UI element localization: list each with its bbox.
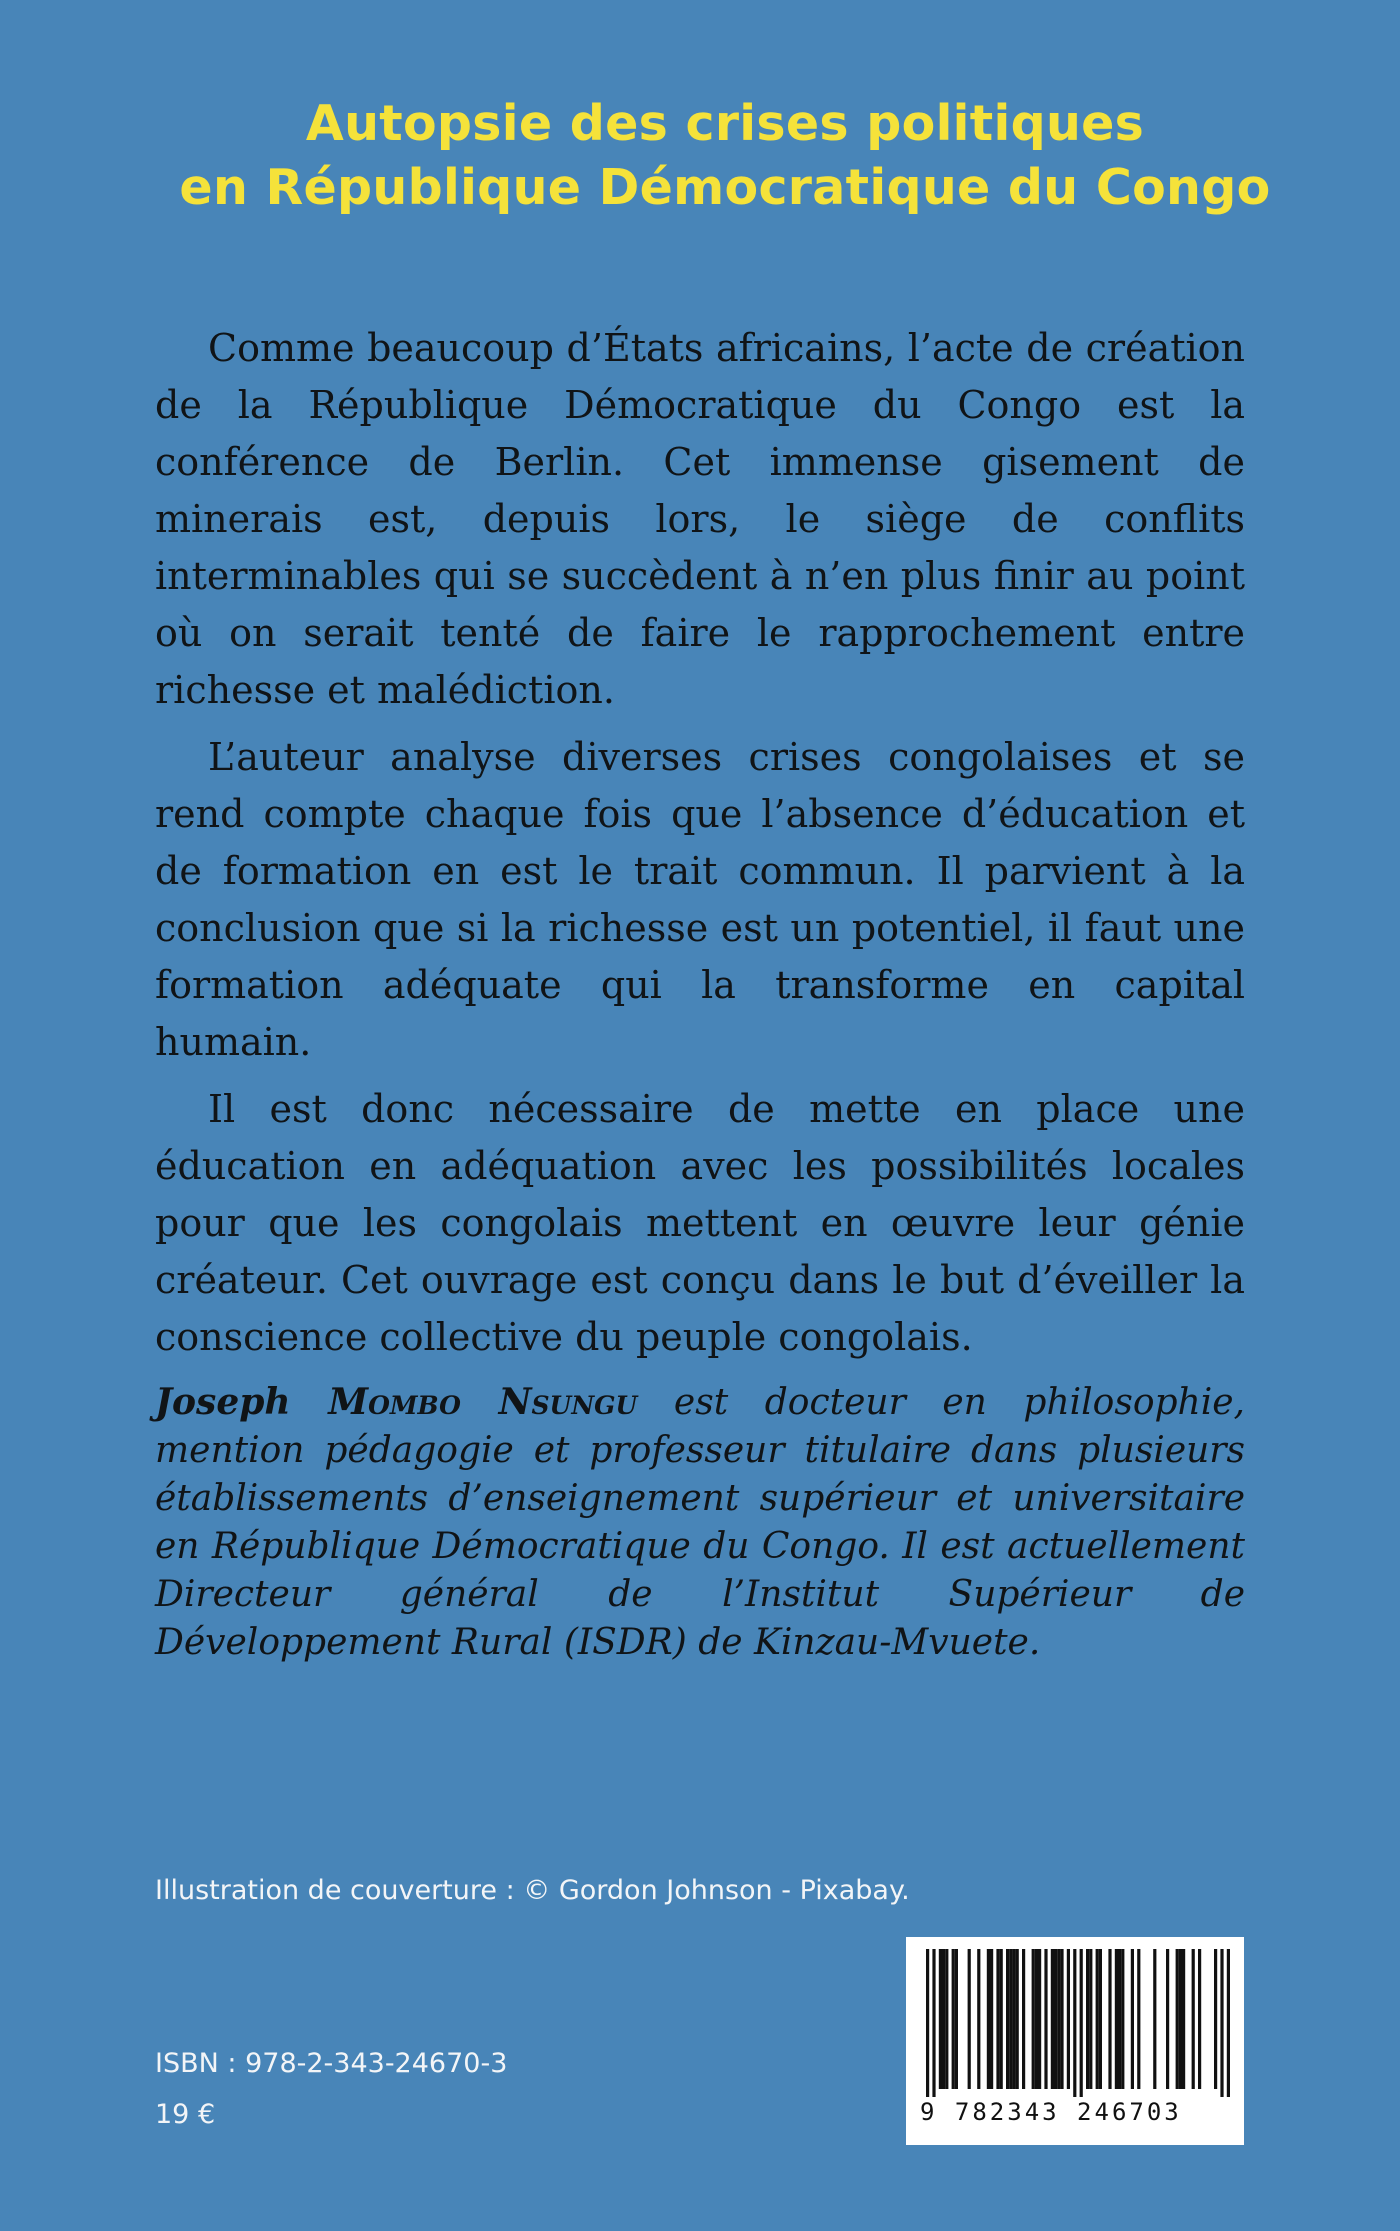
isbn-number: ISBN : 978-2-343-24670-3 [155,2048,508,2079]
barcode-bar [977,1949,980,2089]
barcode-bar [942,1949,945,2089]
isbn-barcode [906,1937,1244,2145]
barcode-bar [1137,1949,1140,2089]
barcode-bar [1009,1949,1012,2089]
barcode-bar [1131,1949,1134,2089]
barcode-bar [1220,1949,1223,2097]
barcode-bar [939,1949,942,2089]
barcode-bar [1067,1949,1070,2089]
barcode-bar [1073,1949,1076,2097]
barcode-bar [1115,1949,1118,2089]
barcode-bar [1089,1949,1092,2089]
barcode-bar [1214,1949,1217,2089]
barcode-bars [906,1937,1244,2097]
barcode-bar [955,1949,958,2089]
barcode-bar [1012,1949,1015,2089]
barcode-bar [1057,1949,1060,2089]
book-title [150,92,1300,220]
blurb-paragraph-3: Il est donc nécessaire de mette en place une éducation en adéquation avec les possibilités locales pour que les congolais mettent en œuvre leur génie créateur. Cet ouvrage est conçu dans le but d’éveiller la conscience collective du peuple congolais. [155,1087,1245,1359]
barcode-bar [990,1949,993,2089]
barcode-bar [1032,1949,1035,2089]
author-first-name: Joseph [155,1381,291,1423]
author-bio-text: est docteur en philosophie, mention pédagogie et professeur titulaire dans plusieurs établissements d’enseignement supérieur et universitaire en République Démocratique du Congo. Il est actuellement Directeur général de l’Institut Supérieur de Développement Rural (ISDR) de Kinzau-Mvuete. [155,1382,1245,1663]
book-title-line-1: Autopsie des crises politiques [305,95,1145,152]
blurb [155,320,1245,1376]
barcode-bar [1096,1949,1099,2089]
barcode-bar [1118,1949,1121,2089]
barcode-bar [926,1949,929,2097]
author-name [155,1381,637,1423]
book-title-line-2: en République Démocratique du Congo [179,159,1271,216]
barcode-bar [996,1949,999,2089]
barcode-bar [1108,1949,1111,2089]
barcode-bar [945,1949,948,2089]
barcode-bar [1227,1949,1230,2097]
illustration-credit: Illustration de couverture : © Gordon Johnson - Pixabay. [155,1875,910,1906]
price: 19 € [155,2099,216,2130]
barcode-bar [1038,1949,1041,2089]
barcode-bar [1086,1949,1089,2089]
barcode-bar [1060,1949,1063,2089]
author-last-name: Mombo Nsungu [328,1381,638,1423]
barcode-bar [952,1949,955,2089]
barcode-digits: 9 782343 246703 [920,2098,1182,2126]
barcode-bar [1080,1949,1083,2097]
barcode-bar [1035,1949,1038,2089]
barcode-bar [1044,1949,1047,2089]
author-bio [155,1378,1245,1667]
barcode-bar [1182,1949,1185,2089]
barcode-bar [1176,1949,1179,2089]
barcode-bar [1022,1949,1025,2089]
barcode-bar [1192,1949,1195,2089]
barcode-bar [1153,1949,1156,2089]
barcode-bar [968,1949,971,2089]
barcode-bar [1016,1949,1019,2089]
barcode-bar [932,1949,935,2097]
barcode-bar [1166,1949,1169,2089]
barcode-bar [1121,1949,1124,2089]
blurb-paragraph-1: Comme beaucoup d’États africains, l’acte de création de la République Démocratique du Congo est la conférence de Berlin. Cet immense gisement de minerais est, depuis lors, le siège de conflits interminables qui se succèdent à n’en plus finir au point où on serait tenté de faire le rapprochement entre richesse et malédiction. [155,326,1245,712]
barcode-bar [1099,1949,1102,2089]
barcode-bar [1000,1949,1003,2089]
barcode-bar [1054,1949,1057,2089]
barcode-bar [1006,1949,1009,2089]
barcode-bar [1198,1949,1201,2089]
barcode-bar [1179,1949,1182,2089]
barcode-bar [987,1949,990,2089]
barcode-bar [1051,1949,1054,2089]
blurb-paragraph-2: L’auteur analyse diverses crises congolaises et se rend compte chaque fois que l’absence d’éducation et de formation en est le trait commun. Il parvient à la conclusion que si la richesse est un potentiel, il faut une formation adéquate qui la transforme en capital humain. [155,735,1245,1064]
